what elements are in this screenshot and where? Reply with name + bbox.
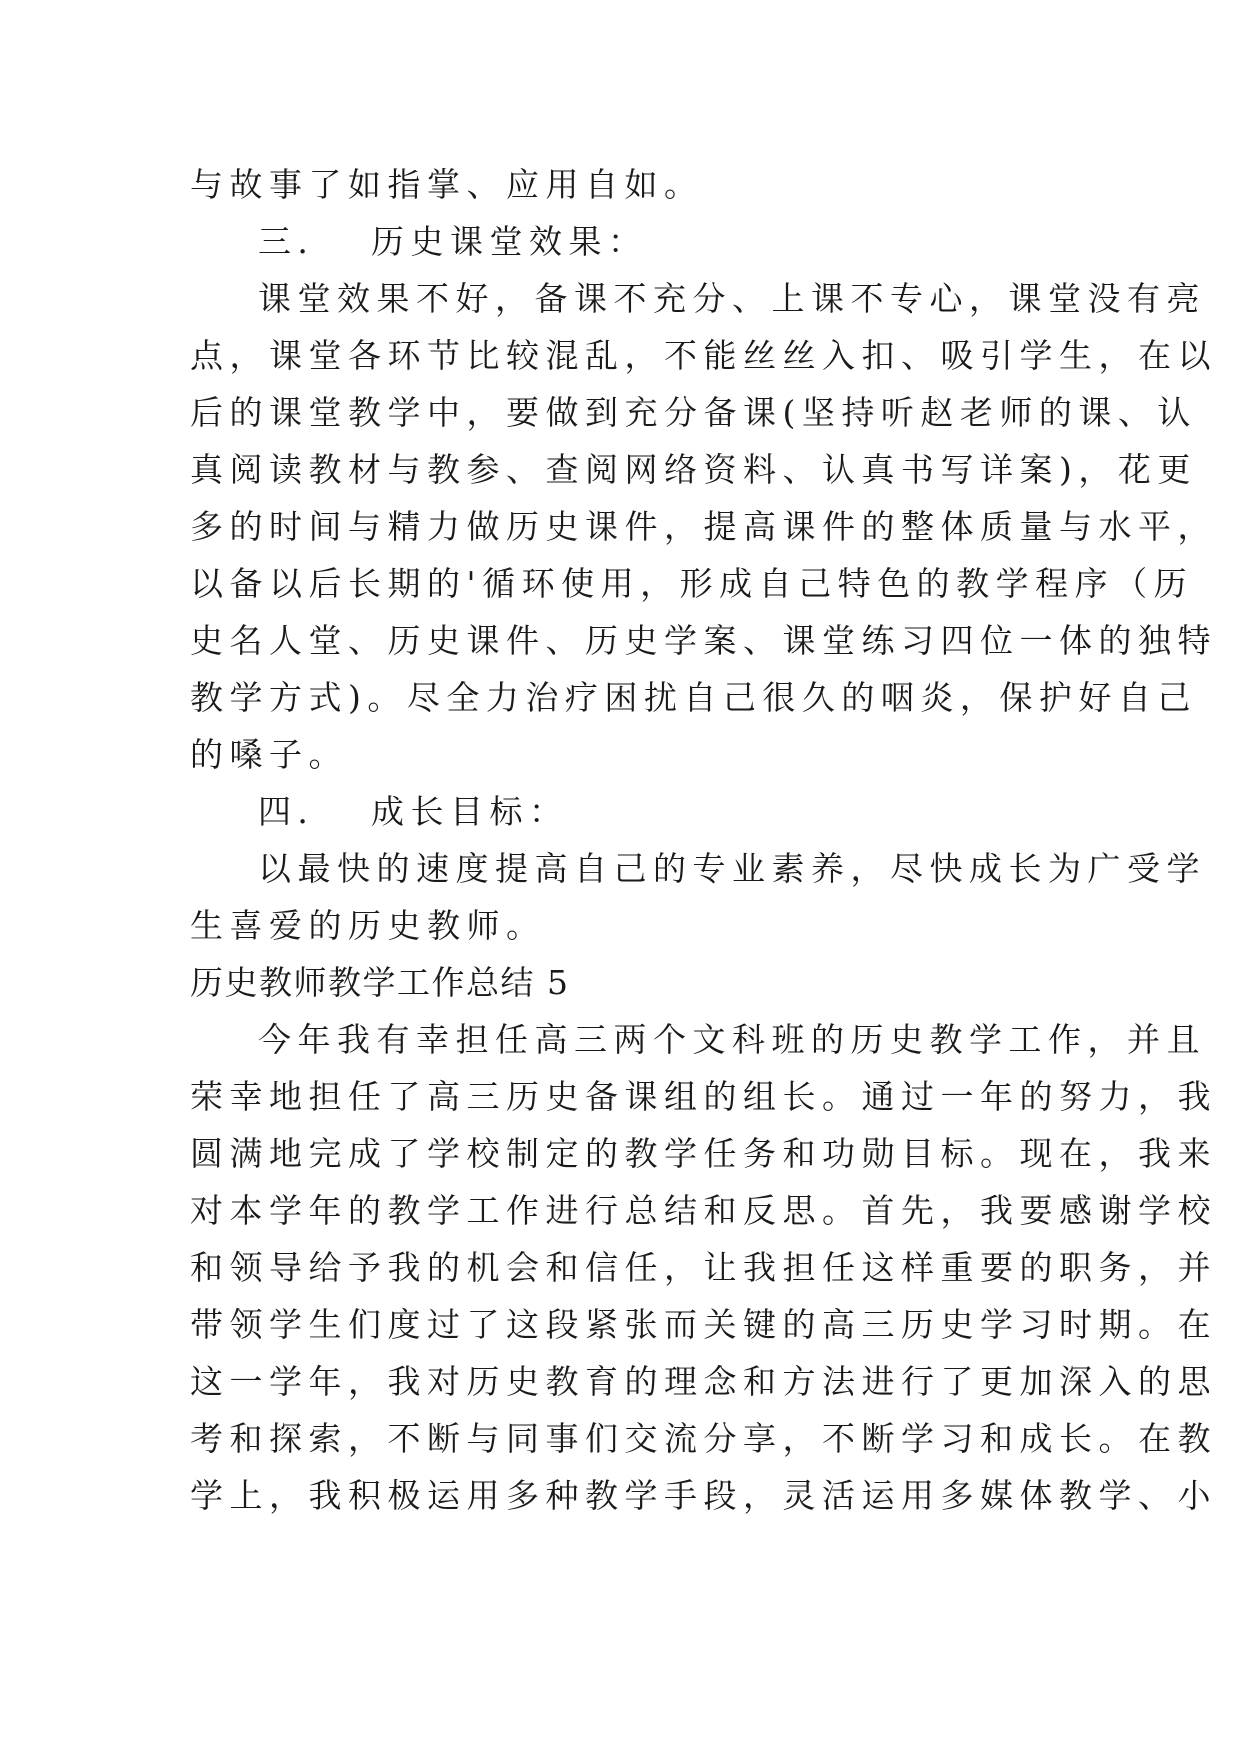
text-line: 后的课堂教学中，要做到充分备课(坚持听赵老师的课、认	[190, 393, 1197, 432]
text-line: 带领学生们度过了这段紧张而关键的高三历史学习时期。在	[190, 1305, 1217, 1344]
text-line: 点，课堂各环节比较混乱，不能丝丝入扣、吸引学生，在以	[190, 336, 1217, 375]
text-line: 生喜爱的历史教师。	[190, 906, 546, 945]
text-line: 和领导给予我的机会和信任，让我担任这样重要的职务，并	[190, 1248, 1217, 1287]
text-line: 史名人堂、历史课件、历史学案、课堂练习四位一体的独特	[190, 621, 1217, 660]
article-title: 历史教师教学工作总结 5	[190, 963, 570, 1002]
text-line: 与故事了如指掌、应用自如。	[190, 165, 704, 204]
section-heading: 四． 成长目标：	[190, 792, 569, 831]
text-line: 圆满地完成了学校制定的教学任务和功勋目标。现在，我来	[190, 1134, 1217, 1173]
text-line: 多的时间与精力做历史课件，提高课件的整体质量与水平，	[190, 507, 1217, 546]
text-line: 这一学年，我对历史教育的理念和方法进行了更加深入的思	[190, 1362, 1217, 1401]
text-line: 以备以后长期的'循环使用，形成自己特色的教学程序（历	[190, 564, 1194, 603]
text-line: 荣幸地担任了高三历史备课组的组长。通过一年的努力，我	[190, 1077, 1217, 1116]
text-line: 学上，我积极运用多种教学手段，灵活运用多媒体教学、小	[190, 1476, 1217, 1515]
text-line: 教学方式)。尽全力治疗困扰自己很久的咽炎，保护好自己	[190, 678, 1197, 717]
section-heading: 三． 历史课堂效果：	[190, 222, 648, 261]
text-line: 考和探索，不断与同事们交流分享，不断学习和成长。在教	[190, 1419, 1217, 1458]
text-line: 今年我有幸担任高三两个文科班的历史教学工作，并且	[190, 1020, 1206, 1059]
text-line: 对本学年的教学工作进行总结和反思。首先，我要感谢学校	[190, 1191, 1217, 1230]
text-line: 真阅读教材与教参、查阅网络资料、认真书写详案)，花更	[190, 450, 1197, 489]
text-line: 的嗓子。	[190, 735, 348, 774]
text-line: 以最快的速度提高自己的专业素养，尽快成长为广受学	[190, 849, 1206, 888]
text-line: 课堂效果不好，备课不充分、上课不专心，课堂没有亮	[190, 279, 1206, 318]
